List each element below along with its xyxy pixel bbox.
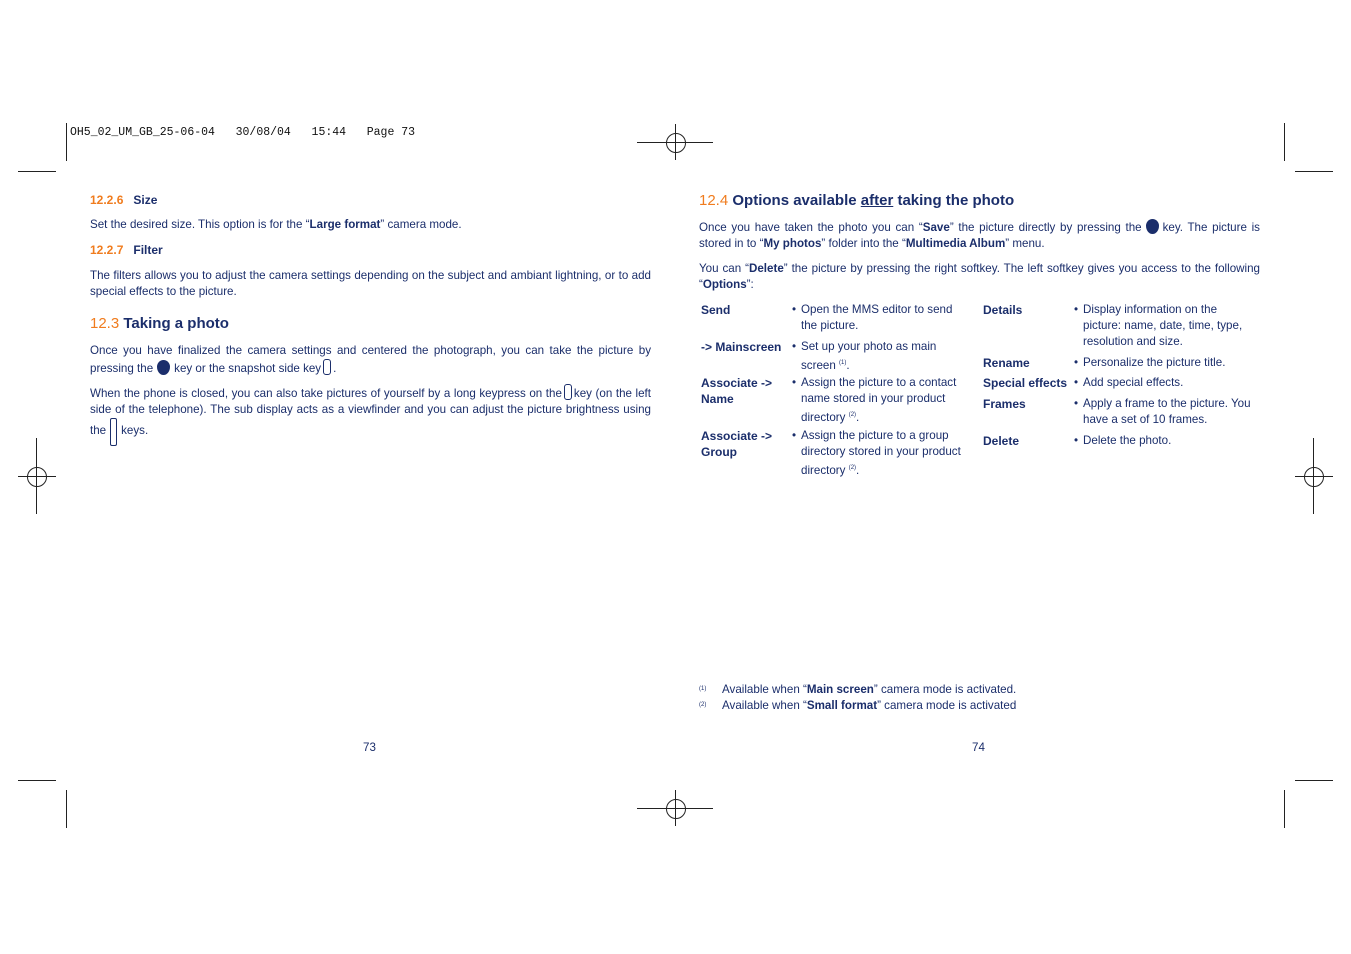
option-description: Assign the picture to a group directory stored in your product directory $^{(2)}$. xyxy=(801,429,961,477)
option-label: Associate -> Name xyxy=(701,376,773,406)
volume-keys-icon xyxy=(110,418,117,446)
bullet: • xyxy=(792,376,797,389)
taking-photo-paragraph-1: Once you have finalized the camera settings and centered the photograph, you can take the picture by pressing the key or the snapshot side key . xyxy=(90,344,651,375)
option-label: Frames xyxy=(983,397,1026,411)
option-label: Rename xyxy=(983,356,1030,370)
option-label: Details xyxy=(983,303,1023,317)
bullet: • xyxy=(792,429,797,442)
option-description: Apply a frame to the picture. You have a set of 10 frames. xyxy=(1083,397,1251,426)
ok-key-icon xyxy=(157,360,170,375)
bullet: • xyxy=(1074,376,1079,389)
ok-key-icon xyxy=(1146,219,1159,234)
options-delete-paragraph: You can “Delete” the picture by pressing the right softkey. The left softkey gives you access to the following “Options”: xyxy=(699,262,1260,291)
section-12-3-heading: 12.3 Taking a photo xyxy=(90,315,229,332)
bullet: • xyxy=(792,340,797,353)
option-label: Send xyxy=(701,303,731,317)
option-description: Open the MMS editor to send the picture. xyxy=(801,303,953,332)
bullet: • xyxy=(1074,434,1079,447)
bullet: • xyxy=(1074,356,1079,369)
page-number-left: 73 xyxy=(363,741,376,754)
page-number-right: 74 xyxy=(972,741,985,754)
print-slug: OH5_02_UM_GB_25-06-04 30/08/04 15:44 Page 73 xyxy=(70,126,416,139)
footnote-text: Available when “Small format” camera mode is activated xyxy=(722,699,1017,712)
bullet: • xyxy=(1074,397,1079,410)
option-description: Display information on the picture: name, date, time, type, resolution and size. xyxy=(1083,303,1243,348)
option-label: Special effects xyxy=(983,376,1068,390)
filter-paragraph: The filters allows you to adjust the camera settings depending on the subject and ambiant lightning, or to add special effects to the picture. xyxy=(90,269,651,298)
side-key-icon xyxy=(323,359,331,375)
option-label: -> Mainscreen xyxy=(701,340,782,354)
options-intro-paragraph: Once you have taken the photo you can “Save” the picture directly by pressing the key. The picture is stored in to “My photos” folder into the “Multimedia Album” menu. xyxy=(699,221,1260,250)
footnote-number: (2) xyxy=(699,702,707,708)
bullet: • xyxy=(1074,303,1079,316)
option-description: Set up your photo as main screen $^{(1)}$. xyxy=(801,340,937,372)
bullet: • xyxy=(792,303,797,316)
footnote-text: Available when “Main screen” camera mode is activated. xyxy=(722,683,1017,696)
section-12-2-7-heading: 12.2.7 Filter xyxy=(90,243,163,257)
taking-photo-paragraph-2: When the phone is closed, you can also take pictures of yourself by a long keypress on the key (on the left side of the telephone). The sub display acts as a viewfinder and you can adjust the picture brightness using the keys. xyxy=(90,384,651,446)
option-label: Associate -> Group xyxy=(701,429,773,459)
section-12-2-6-heading: 12.2.6 Size xyxy=(90,193,158,207)
option-label: Delete xyxy=(983,434,1020,448)
option-description: Assign the picture to a contact name stored in your product directory $^{(2)}$. xyxy=(801,376,957,424)
footnote-number: (1) xyxy=(699,686,707,692)
side-key-icon xyxy=(564,384,572,400)
section-12-4-heading: 12.4 Options available after taking the photo xyxy=(699,192,1015,209)
option-description: Delete the photo. xyxy=(1083,434,1172,447)
option-description: Personalize the picture title. xyxy=(1083,356,1226,369)
option-description: Add special effects. xyxy=(1083,376,1184,389)
size-paragraph: Set the desired size. This option is for the “Large format” camera mode. xyxy=(90,218,462,231)
